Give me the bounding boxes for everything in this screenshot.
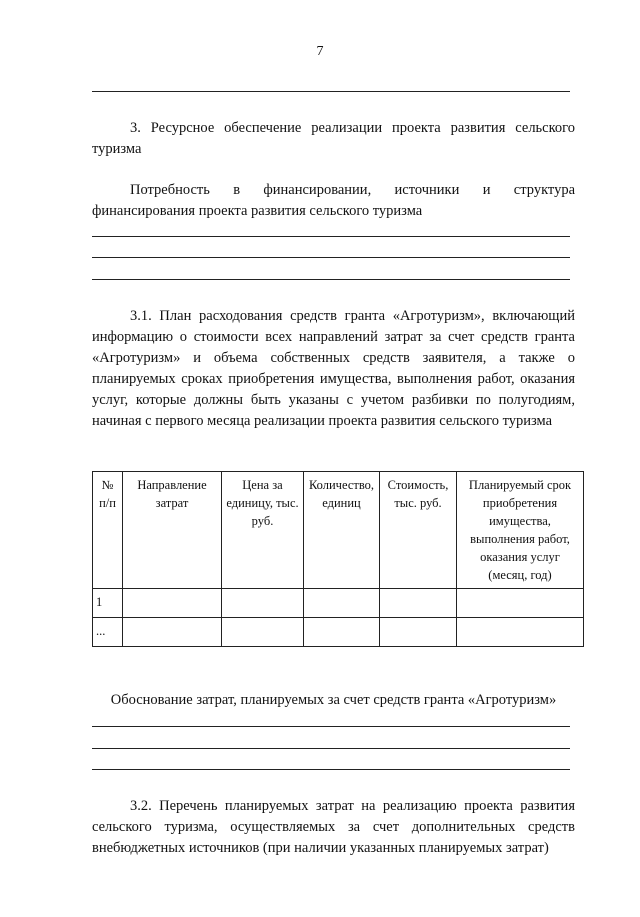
- col-header-quantity: Количество, единиц: [304, 472, 380, 589]
- table-cell: [380, 589, 457, 618]
- expense-plan-table: [92, 471, 584, 647]
- justification-title: Обоснование затрат, планируемых за счет средств гранта «Агротуризм»: [110, 692, 557, 708]
- financing-need-line-1: Потребность в финансировании, источники и структура: [130, 182, 575, 198]
- col-header-unit-price: Цена за единицу, тыс. руб.: [222, 472, 304, 589]
- table-cell: [123, 618, 222, 647]
- table-cell: [222, 618, 304, 647]
- table-cell: [457, 618, 584, 647]
- financing-need-line-2: финансирования проекта развития сельского туризма: [92, 203, 423, 219]
- col-header-number: № п/п: [93, 472, 123, 589]
- section-3-2-text: 3.2. Перечень планируемых затрат на реализацию проекта развития сельского туризма, осуществляемых за счет дополнительных средств внебюджетных источников (при наличии указанных планируемых затрат): [92, 798, 575, 856]
- table-cell: [222, 589, 304, 618]
- fill-in-line-2: [92, 257, 570, 258]
- table-cell: ...: [93, 618, 123, 647]
- section-3-heading: 3. Ресурсное обеспечение реализации проекта развития сельского туризма: [92, 120, 575, 157]
- fill-in-line-6: [92, 769, 570, 770]
- table-row: [93, 618, 584, 647]
- section-3-1-text: 3.1. План расходования средств гранта «Агротуризм», включающий информацию о стоимости всех направлений затрат за счет средств гранта «Агротуризм» и объема собственных средств заявителя, а также о планируемых сроках приобретения имущества, выполнения работ, оказания услуг, которые должны быть указаны с учетом разбивки по полугодиям, начиная с первого месяца реализации проекта развития сельского туризма: [92, 308, 575, 429]
- table-cell: [304, 589, 380, 618]
- table-cell: [380, 618, 457, 647]
- table-cell: 1: [93, 589, 123, 618]
- col-header-planned-date: Планируемый срок приобретения имущества, выполнения работ, оказания услуг (месяц, год): [457, 472, 584, 589]
- fill-in-line-1: [92, 236, 570, 237]
- table-row: [93, 589, 584, 618]
- fill-in-line-3: [92, 279, 570, 280]
- table-header-row: [93, 472, 584, 589]
- table-cell: [304, 618, 380, 647]
- table-cell: [123, 589, 222, 618]
- col-header-direction: Направление затрат: [123, 472, 222, 589]
- fill-in-line-5: [92, 748, 570, 749]
- page-number: 7: [316, 44, 324, 59]
- fill-in-line-4: [92, 726, 570, 727]
- table-cell: [457, 589, 584, 618]
- top-rule: [92, 91, 570, 92]
- col-header-cost: Стоимость, тыс. руб.: [380, 472, 457, 589]
